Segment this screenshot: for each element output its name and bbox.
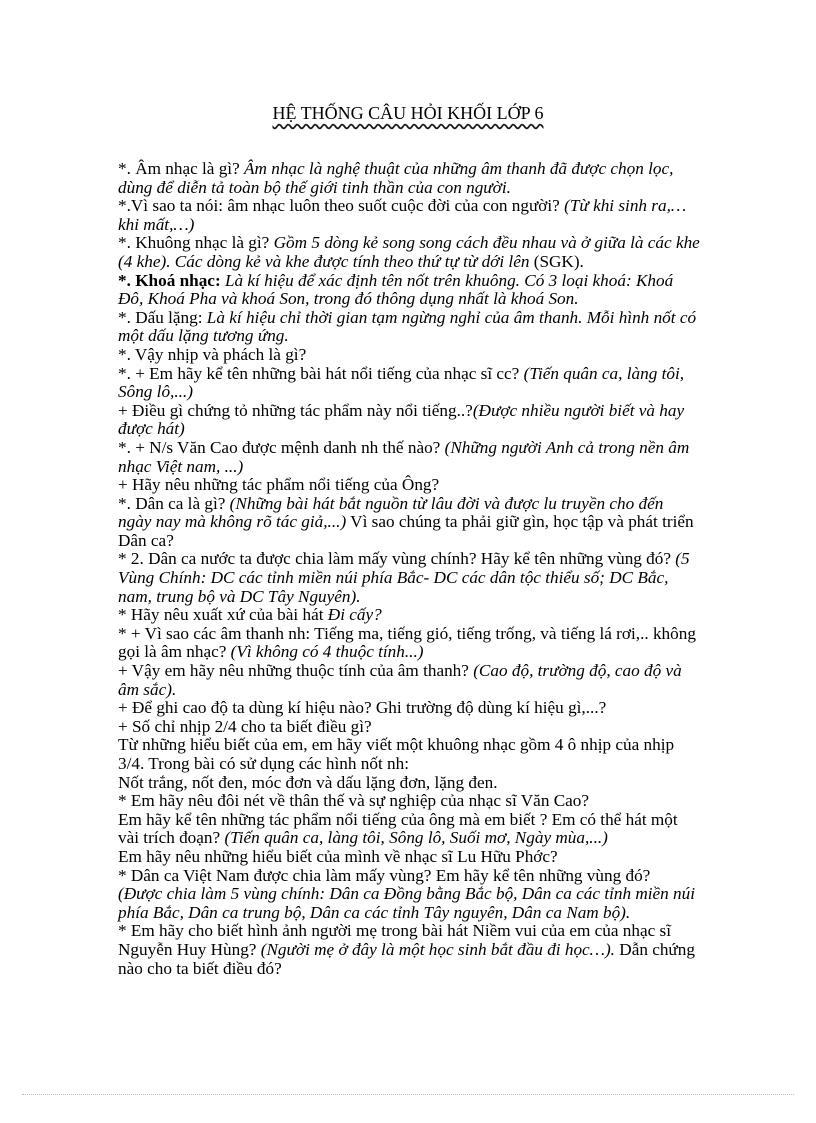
question-text: + Hãy nêu những tác phẩm nổi tiếng của Ông? bbox=[118, 475, 440, 495]
answer-text: (Tiến quân ca, làng tôi, Sông lô, Suối mơ, Ngày mùa,...) bbox=[224, 828, 608, 848]
answer-text: (Những người Anh cả trong nền âm nhạc Việt nam, ...) bbox=[118, 437, 690, 476]
question-paragraph bbox=[118, 792, 700, 811]
question-text: + Số chỉ nhịp 2/4 cho ta biết điều gì? bbox=[118, 716, 372, 736]
question-text: Từ những hiểu biết của em, em hãy viết một khuông nhạc gồm 4 ô nhịp của nhịp 3/4. Trong bài có sử dụng các hình nốt nh: bbox=[118, 735, 675, 773]
question-paragraph bbox=[118, 625, 700, 662]
answer-text: (Những bài hát bắt nguồn từ lâu đời và được lu truyền cho đến ngày nay mà không rõ tác giả,...) bbox=[118, 493, 664, 532]
page-bottom-divider bbox=[22, 1094, 794, 1095]
question-text: * + Vì sao các âm thanh nh: Tiếng ma, tiếng gió, tiếng trống, và tiếng lá rơi,.. không gọi là âm nhạc? bbox=[118, 623, 696, 662]
page-title: HỆ THỐNG CÂU HỎI KHỐI LỚP 6 bbox=[272, 103, 544, 123]
question-text: *.Vì sao ta nói: âm nhạc luôn theo suốt cuộc đời của con người? bbox=[118, 196, 565, 216]
question-text: * Hãy nêu xuất xứ của bài hát bbox=[118, 605, 328, 625]
answer-text: Là kí hiệu để xác định tên nốt trên khuông. Có 3 loại khoá: Khoá Đô, Khoá Pha và khoá Son, trong đó thông dụng nhất là khoá Son. bbox=[118, 270, 674, 309]
question-paragraph bbox=[118, 774, 700, 793]
question-paragraph bbox=[118, 867, 700, 886]
answer-text: Âm nhạc là nghệ thuật của những âm thanh đã được chọn lọc, dùng để diễn tả toàn bộ thế giới tinh thần của con người. bbox=[118, 159, 674, 197]
question-text: * 2. Dân ca nước ta được chia làm mấy vùng chính? Hãy kể tên những vùng đó? bbox=[118, 549, 676, 569]
question-paragraph bbox=[118, 550, 700, 606]
answer-text: (Vì không có 4 thuộc tính...) bbox=[230, 642, 424, 662]
question-text: Em hãy nêu những hiểu biết của mình về nhạc sĩ Lu Hữu Phớc? bbox=[118, 846, 558, 866]
answer-text: (Cao độ, trường độ, cao độ và âm sắc). bbox=[118, 661, 682, 699]
question-paragraph bbox=[118, 606, 700, 625]
question-paragraph bbox=[118, 272, 700, 309]
answer-text: Là kí hiệu chỉ thời gian tạm ngừng nghỉ của âm thanh. Mỗi hình nốt có một dấu lặng tương ứng. bbox=[118, 307, 697, 346]
answer-text: Gồm 5 dòng kẻ song song cách đều nhau và ở giữa là các khe (4 khe). Các dòng kẻ và khe được tính theo thứ tự từ dới lên bbox=[118, 233, 700, 271]
question-text: Vì sao chúng ta phải giữ gìn, học tập và phát triển Dân ca? bbox=[118, 512, 694, 550]
question-paragraph bbox=[118, 718, 700, 737]
question-text: *. + N/s Văn Cao được mệnh danh nh thế nào? bbox=[118, 437, 445, 457]
question-paragraph bbox=[118, 662, 700, 699]
question-paragraph bbox=[118, 346, 700, 365]
bold-heading-text: *. Khoá nhạc: bbox=[118, 270, 225, 290]
question-paragraph bbox=[118, 402, 700, 439]
answer-text: (Được nhiều người biết và hay được hát) bbox=[118, 400, 685, 439]
question-paragraph bbox=[118, 922, 700, 978]
question-paragraph bbox=[118, 365, 700, 402]
question-paragraph bbox=[118, 848, 700, 867]
question-paragraph bbox=[118, 811, 700, 848]
question-paragraph bbox=[118, 495, 700, 551]
question-paragraph bbox=[118, 476, 700, 495]
question-text: Em hãy kể tên những tác phẩm nổi tiếng của ông mà em biết ? Em có thể hát một vài trích đoạn? bbox=[118, 809, 678, 848]
question-paragraph bbox=[118, 160, 700, 197]
question-paragraph bbox=[118, 699, 700, 718]
answer-text: (Tiến quân ca, làng tôi, Sông lô,...) bbox=[118, 363, 685, 402]
question-text: *. Khuông nhạc là gì? bbox=[118, 233, 274, 253]
question-text: * Em hãy nêu đôi nét về thân thế và sự nghiệp của nhạc sĩ Văn Cao? bbox=[118, 791, 590, 811]
question-text: * Dân ca Việt Nam được chia làm mấy vùng? Em hãy kể tên những vùng đó? bbox=[118, 865, 651, 885]
question-text: *. Dấu lặng: bbox=[118, 307, 207, 327]
question-text: (SGK). bbox=[533, 251, 584, 271]
question-paragraph bbox=[118, 736, 700, 773]
question-paragraph bbox=[118, 885, 700, 922]
answer-text: (Người mẹ ở đây là một học sinh bắt đầu đi học…). bbox=[260, 939, 615, 959]
question-text: *. Âm nhạc là gì? bbox=[118, 159, 245, 178]
question-text: *. Vậy nhịp và phách là gì? bbox=[118, 344, 307, 364]
answer-text: (Được chia làm 5 vùng chính: Dân ca Đồng bằng Bắc bộ, Dân ca các tỉnh miền núi phía Bắc, Dân ca trung bộ, Dân ca các tỉnh Tây nguyên, Dân ca Nam bộ). bbox=[118, 884, 696, 922]
question-text: + Để ghi cao độ ta dùng kí hiệu nào? Ghi trường độ dùng kí hiệu gì,...? bbox=[118, 698, 607, 718]
question-text: Nốt trắng, nốt đen, móc đơn và dấu lặng đơn, lặng đen. bbox=[118, 772, 498, 792]
question-paragraph bbox=[118, 439, 700, 476]
question-text: *. Dân ca là gì? bbox=[118, 493, 230, 513]
question-paragraph bbox=[118, 234, 700, 271]
question-text: Dẫn chứng nào cho ta biết điều đó? bbox=[118, 939, 695, 978]
answer-text: (Từ khi sinh ra,… khi mất,…) bbox=[118, 196, 687, 234]
question-paragraph bbox=[118, 197, 700, 234]
document-body bbox=[118, 160, 700, 978]
answer-text: (5 Vùng Chính: DC các tỉnh miền núi phía Bắc- DC các dân tộc thiểu số; DC Bắc, nam, trung bộ và DC Tây Nguyên). bbox=[118, 549, 690, 606]
question-paragraph bbox=[118, 309, 700, 346]
question-text: + Vậy em hãy nêu những thuộc tính của âm thanh? bbox=[118, 661, 474, 681]
question-text: *. + Em hãy kể tên những bài hát nổi tiếng của nhạc sĩ cc? bbox=[118, 363, 524, 383]
question-text: * Em hãy cho biết hình ảnh người mẹ trong bài hát Niềm vui của em của nhạc sĩ Nguyễn Huy Hùng? bbox=[118, 921, 671, 959]
question-text: + Điều gì chứng tỏ những tác phẩm này nổi tiếng..? bbox=[118, 400, 473, 420]
answer-text: Đi cấy? bbox=[327, 605, 382, 625]
